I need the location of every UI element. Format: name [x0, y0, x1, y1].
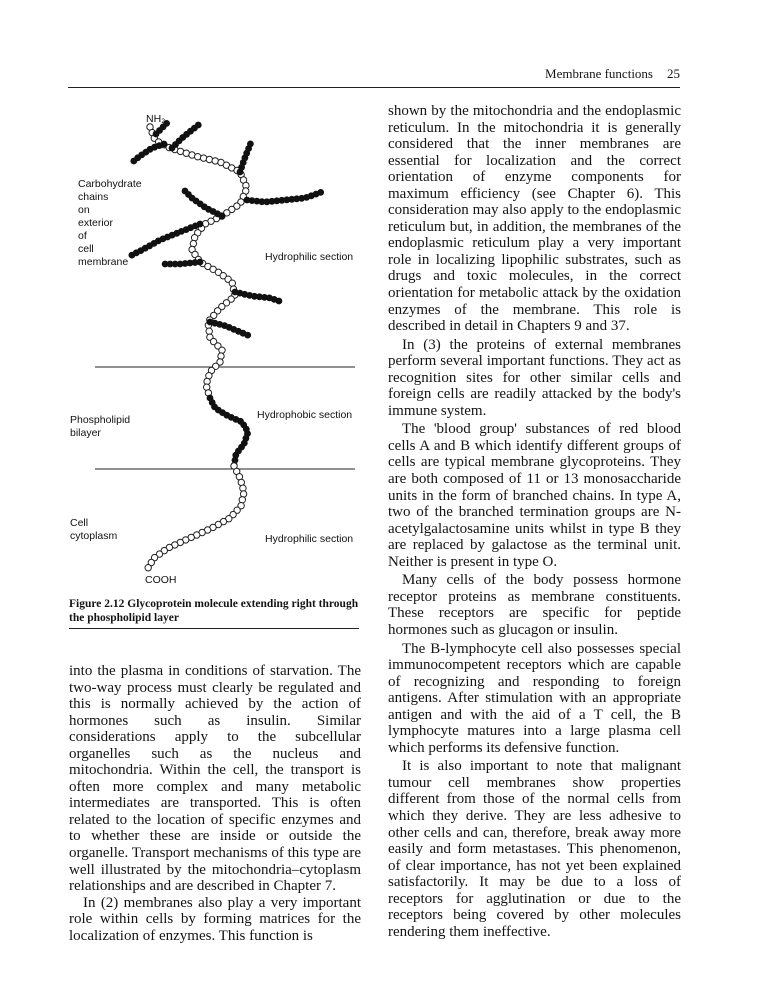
sugar-unit [182, 188, 189, 195]
phospholipid-label-line1: Phospholipid [70, 414, 131, 426]
paragraph: It is also important to note that malignant tumour cell membranes show properties different from those of the normal cells from which they derive. They are less adhesive to other cells and can, therefore, break away more easily and form metastases. This phenomenon, of clear importance, has not yet been explained satisfactorily. It may be due to a loss of receptors for agglutination or due to the receptors being covered by other molecules rendering them ineffective. [388, 758, 681, 940]
sugar-unit [195, 122, 202, 129]
cooh-label: COOH [145, 574, 177, 586]
amino-acid-unit [191, 235, 197, 241]
nh2-label: NH₂ [146, 113, 166, 125]
sugar-unit [244, 332, 251, 339]
amino-acid-unit [195, 154, 201, 160]
caption-text: Glycoprotein molecule extending right through the phospholipid layer [69, 598, 359, 624]
polypeptide-chain [145, 124, 251, 571]
hydrophilic-bottom-label: Hydrophilic section [265, 533, 354, 545]
sugar-unit [130, 158, 137, 165]
running-title: Membrane functions [545, 66, 653, 81]
sugar-unit [247, 141, 254, 148]
paragraph: into the plasma in conditions of starvation. The two-way process must clearly be regulated and this is normally achieved by the action of hormones such as insulin. Similar considerations apply to the subcellular organelles such as the nucleus and mitochondria. Within the cell, the transport is often more complex and many metabolic intermediates are transported. This is often related to the location of specific enzymes and to whether these are inside or outside the organelle. Transport mechanisms of this type are well illustrated by the mitochondria–cytoplasm relationships and are described in Chapter 7. [69, 663, 361, 895]
page-number: 25 [667, 66, 680, 81]
sugar-unit [317, 189, 324, 196]
carbohydrate-label-line4: exterior [78, 217, 114, 229]
amino-acid-unit [219, 347, 225, 353]
sugar-unit [129, 252, 136, 259]
amino-acid-unit [218, 353, 224, 359]
paragraph: In (2) membranes also play a very important role within cells by forming matrices for the localization of enzymes. This function is [69, 894, 361, 944]
cytoplasm-label-line2: cytoplasm [70, 530, 118, 542]
right-column [388, 103, 681, 940]
carbohydrate-label-line2: chains [78, 191, 109, 203]
carbohydrate-label-line3: on [78, 204, 90, 216]
figure-caption [69, 598, 359, 625]
glycoprotein-diagram [60, 100, 370, 600]
caption-number: Figure 2.12 [69, 598, 125, 610]
caption-rule [69, 628, 359, 629]
paragraph: The 'blood group' substances of red blood cells A and B which identify different groups of cells are typical membrane glycoproteins. They are both composed of 11 or 13 monosaccharide units in the form of branched chains. In type A, two of the branched termination groups are N-acetylgalactosamine units whilst in type B they are replaced by galactose as the terminal unit. Neither is present in type O. [388, 421, 681, 570]
running-head [0, 66, 680, 82]
left-column [69, 663, 361, 944]
paragraph: shown by the mitochondria and the endoplasmic reticulum. In the mitochondria it is generally considered that the inner membranes are essential for localization and the correct orientation of enzyme components for maximum efficiency (see Chapter 6). This consideration may also apply to the endoplasmic reticulum but, in addition, the membranes of the endoplasmic reticulum play a very important role in localizing lipophilic substrates, such as drugs and toxic molecules, in the correct orientation for metabolic attack by the oxidation enzymes of the membrane. This role is described in detail in Chapters 9 and 37. [388, 103, 681, 335]
amino-acid-unit [190, 240, 196, 246]
paragraph: Many cells of the body possess hormone receptor proteins as membrane constituents. These receptors are specific for peptide hormones such as glucagon or insulin. [388, 572, 681, 638]
carbohydrate-label-line7: membrane [78, 256, 129, 268]
amino-acid-unit [145, 565, 151, 571]
paragraph: In (3) the proteins of external membranes perform several important functions. They act as recognition sites for other similar cells and foreign cells are readily attacked by the body's immune system. [388, 336, 681, 419]
phospholipid-label-line2: bilayer [70, 427, 101, 439]
carbohydrate-label-line6: cell [78, 243, 94, 255]
amino-acid-unit [239, 497, 245, 503]
sugar-unit [276, 298, 283, 305]
hydrophobic-label: Hydrophobic section [257, 409, 353, 421]
glycoprotein-figure [60, 100, 370, 600]
header-rule [68, 87, 680, 88]
carbohydrate-label-line1: Carbohydrate [78, 178, 142, 190]
paragraph: The B-lymphocyte cell also possesses special immunocompetent receptors which are capable of recognizing and responding to foreign antigens. After stimulation with an appropriate antigen and with the aid of a T cell, the B lymphocyte matures into a large plasma cell which performs its defensive function. [388, 640, 681, 756]
hydrophilic-top-label: Hydrophilic section [265, 251, 354, 263]
carbohydrate-label-line5: of [78, 230, 87, 242]
amino-acid-unit [229, 280, 235, 286]
amino-acid-unit [206, 328, 212, 334]
sugar-unit [162, 261, 169, 268]
cytoplasm-label-line1: Cell [70, 517, 89, 529]
